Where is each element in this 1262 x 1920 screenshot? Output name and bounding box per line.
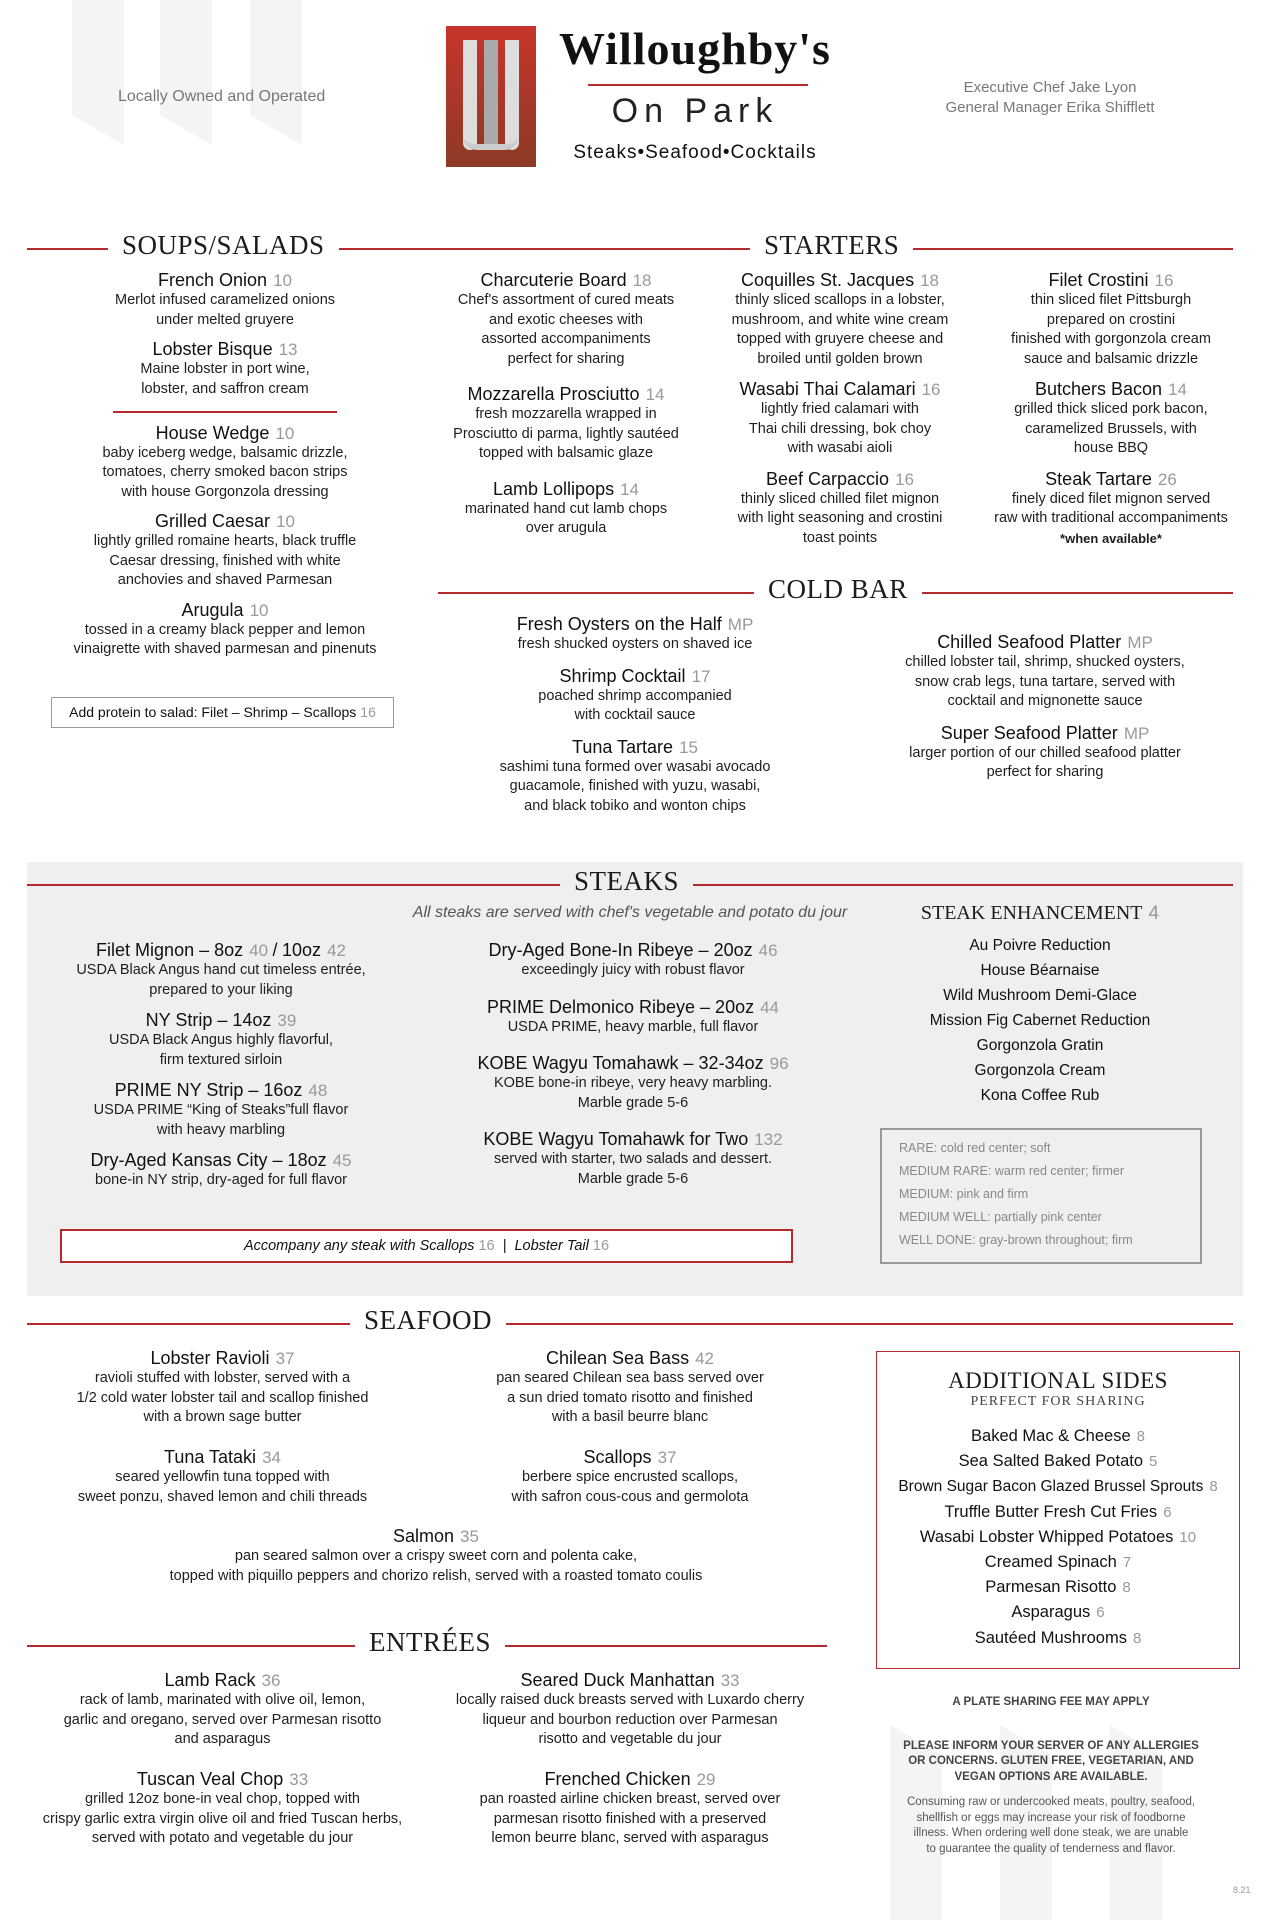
- disclaimer: Consuming raw or undercooked meats, poultry, seafood,: [906, 1796, 1196, 1808]
- item-desc: broiled until golden brown: [757, 350, 923, 367]
- item-desc: with heavy marbling: [156, 1121, 286, 1138]
- side-name: Asparagus: [1011, 1603, 1091, 1622]
- side-item: [877, 1449, 1239, 1474]
- item-desc: thinly sliced scallops in a lobster,: [735, 292, 945, 308]
- item-name-alt: 10oz: [281, 940, 322, 960]
- item-desc: over arugula: [525, 520, 607, 536]
- item-desc: lemon beurre blanc, served with asparagus: [491, 1830, 769, 1846]
- menu-item: [40, 339, 410, 399]
- item-name: Chilean Sea Bass: [545, 1348, 690, 1368]
- item-desc: anchovies and shaved Parmesan: [117, 572, 333, 588]
- item-desc: topped with gruyere cheese and: [736, 331, 944, 347]
- menu-item: [40, 423, 410, 503]
- side-item: [877, 1474, 1239, 1499]
- item-desc: risotto and vegetable du jour: [538, 1731, 722, 1747]
- logo-base: [463, 134, 519, 150]
- accompany-scallops-price: 16: [478, 1238, 495, 1254]
- chef-credit: [900, 78, 1200, 118]
- allergy-note: VEGAN OPTIONS ARE AVAILABLE.: [954, 1770, 1148, 1783]
- side-item: [877, 1575, 1239, 1600]
- side-name: Baked Mac & Cheese: [971, 1427, 1131, 1445]
- footer-notices: [886, 1695, 1216, 1857]
- item-desc: Prosciutto di parma, lightly sautéed: [453, 425, 679, 442]
- item-desc: marinated hand cut lamb chops: [464, 500, 668, 517]
- menu-item: [45, 1447, 400, 1507]
- decorative-stripe: [160, 0, 212, 145]
- item-desc: thin sliced filet Pittsburgh: [1030, 292, 1192, 308]
- menu-item: [470, 614, 800, 655]
- menu-item: [455, 1447, 805, 1507]
- item-desc: snow crab legs, tuna tartare, served with: [914, 673, 1176, 690]
- menu-item: [55, 1010, 387, 1070]
- item-name: Mozzarella Prosciutto: [467, 384, 640, 404]
- item-price: 132: [754, 1130, 783, 1149]
- price-separator: /: [272, 940, 278, 960]
- item-name: Salmon: [393, 1526, 455, 1546]
- side-name: Parmesan Risotto: [985, 1578, 1117, 1597]
- item-price: MP: [727, 615, 754, 634]
- item-desc: with safron cous-cous and germolota: [511, 1488, 749, 1505]
- side-item: [877, 1500, 1239, 1525]
- item-price: 14: [1168, 380, 1187, 399]
- item-desc: tomatoes, cherry smoked bacon strips: [102, 464, 348, 480]
- item-desc: perfect for sharing: [986, 764, 1104, 780]
- menu-item: [452, 997, 814, 1038]
- menu-item: [40, 270, 410, 330]
- menu-item: [40, 511, 410, 591]
- side-name: Creamed Spinach: [984, 1553, 1117, 1572]
- item-desc: Thai chili dressing, bok choy: [748, 420, 932, 437]
- enhancement-item: Gorgonzola Gratin: [976, 1037, 1104, 1054]
- item-desc: Chef's assortment of cured meats: [457, 292, 675, 308]
- item-price: 10: [249, 600, 269, 620]
- side-name: Sautéed Mushrooms: [974, 1628, 1127, 1647]
- accompany-lobster-price: 16: [592, 1238, 610, 1254]
- item-desc: mushroom, and white wine cream: [731, 311, 949, 328]
- item-price: 48: [308, 1081, 328, 1100]
- enhancement-title: STEAK ENHANCEMENT: [920, 902, 1143, 924]
- item-desc: USDA PRIME “King of Steaks”full flavor: [93, 1102, 349, 1118]
- item-name: PRIME NY Strip – 16oz: [114, 1080, 303, 1100]
- item-desc: caramelized Brussels, with: [1025, 420, 1197, 437]
- item-desc: ravioli stuffed with lobster, served with a: [94, 1370, 351, 1386]
- item-desc: with a brown sage butter: [143, 1409, 302, 1425]
- item-desc: assorted accompaniments: [481, 331, 651, 347]
- doneness-item: MEDIUM WELL: partially pink center: [899, 1210, 1102, 1224]
- item-desc: with wasabi aioli: [787, 440, 893, 456]
- accompany-label: Accompany any steak with Scallops: [243, 1238, 475, 1254]
- item-price: 34: [262, 1448, 281, 1467]
- menu-item: [40, 600, 410, 660]
- section-title-starters: STARTERS: [750, 230, 913, 261]
- item-desc: lightly grilled romaine hearts, black truffle: [93, 533, 357, 549]
- menu-item: [440, 1670, 820, 1750]
- item-price: 39: [277, 1011, 297, 1030]
- item-name: Tuna Tartare: [572, 736, 674, 757]
- sides-subtitle: PERFECT FOR SHARING: [970, 1394, 1146, 1409]
- item-price: 29: [696, 1770, 716, 1789]
- item-desc: with a basil beurre blanc: [551, 1409, 709, 1425]
- item-desc: thinly sliced chilled filet mignon: [740, 490, 940, 507]
- item-price: 35: [460, 1527, 479, 1546]
- decorative-stripe: [250, 0, 302, 145]
- menu-item: [452, 1129, 814, 1189]
- item-price: 17: [691, 666, 711, 686]
- divider: [27, 1323, 1233, 1325]
- item-desc: Merlot infused caramelized onions: [114, 292, 336, 308]
- menu-item: [452, 1053, 814, 1113]
- enhancement-item: Gorgonzola Cream: [974, 1062, 1106, 1079]
- item-desc: served with starter, two salads and dessert.: [493, 1151, 773, 1167]
- item-name: Super Seafood Platter: [940, 722, 1118, 743]
- item-price: 14: [645, 385, 665, 404]
- item-desc: berbere spice encrusted scallops,: [521, 1469, 738, 1485]
- item-desc: pan seared salmon over a crispy sweet corn and polenta cake,: [234, 1548, 638, 1564]
- menu-item: [455, 1348, 805, 1428]
- side-item: [877, 1600, 1239, 1625]
- item-name: Seared Duck Manhattan: [520, 1670, 715, 1690]
- menu-item: [55, 1080, 387, 1140]
- item-desc: liqueur and bourbon reduction over Parmesan: [482, 1711, 778, 1728]
- accompany-lobster: Lobster Tail: [514, 1238, 589, 1254]
- cold-bar-left: [470, 614, 800, 816]
- item-desc: pan seared Chilean sea bass served over: [496, 1370, 764, 1386]
- item-desc: under melted gruyere: [156, 311, 294, 328]
- steaks-subtitle: All steaks are served with chef's vegetable and potato du jour: [412, 904, 848, 921]
- doneness-item: RARE: cold red center; soft: [899, 1141, 1051, 1155]
- doneness-guide: [880, 1128, 1202, 1264]
- side-price: 10: [1179, 1528, 1197, 1546]
- menu-item: [452, 940, 814, 981]
- starters-col-2: [712, 270, 968, 548]
- menu-version-code: 8.21: [1233, 1885, 1251, 1895]
- item-name: Tuscan Veal Chop: [136, 1769, 284, 1789]
- item-desc: topped with balsamic glaze: [478, 445, 654, 461]
- item-desc: pan roasted airline chicken breast, served over: [479, 1791, 781, 1807]
- enhancement-item: Mission Fig Cabernet Reduction: [929, 1012, 1151, 1029]
- item-name: KOBE Wagyu Tomahawk – 32-34oz: [477, 1053, 764, 1073]
- item-price: 16: [895, 469, 914, 489]
- item-name: Coquilles St. Jacques: [740, 270, 915, 290]
- item-desc: Marble grade 5-6: [577, 1094, 689, 1111]
- side-price: 6: [1163, 1503, 1172, 1521]
- menu-item: [470, 737, 800, 817]
- item-price: 44: [760, 997, 780, 1017]
- item-desc: fresh mozzarella wrapped in: [475, 406, 657, 422]
- item-desc: with light seasoning and crostini: [737, 510, 943, 526]
- accompany-box: [60, 1229, 793, 1263]
- item-name: Filet Mignon – 8oz: [96, 940, 244, 960]
- item-desc: prepared on crostini: [1046, 311, 1176, 328]
- menu-item: [428, 270, 704, 369]
- steaks-right: [452, 940, 814, 1189]
- side-item: [877, 1424, 1239, 1449]
- item-price: 33: [720, 1671, 740, 1690]
- item-name: KOBE Wagyu Tomahawk for Two: [483, 1129, 749, 1149]
- item-desc: Marble grade 5-6: [577, 1170, 689, 1187]
- item-price: MP: [1123, 723, 1150, 743]
- item-price: 18: [920, 271, 939, 290]
- item-desc: KOBE bone-in ribeye, very heavy marbling.: [493, 1075, 773, 1091]
- item-name: Shrimp Cocktail: [559, 665, 686, 686]
- allergy-note: PLEASE INFORM YOUR SERVER OF ANY ALLERGIES: [903, 1739, 1199, 1752]
- item-desc: baby iceberg wedge, balsamic drizzle,: [102, 444, 348, 461]
- sharing-fee-note: A PLATE SHARING FEE MAY APPLY: [952, 1696, 1150, 1708]
- item-desc: firm textured sirloin: [159, 1051, 283, 1068]
- divider: [113, 411, 337, 413]
- doneness-item: MEDIUM RARE: warm red center; firmer: [899, 1164, 1125, 1178]
- item-name: Lamb Lollipops: [493, 478, 615, 499]
- menu-item: [100, 1526, 772, 1586]
- menu-item: [55, 940, 387, 1000]
- item-name: Dry-Aged Bone-In Ribeye – 20oz: [488, 940, 753, 960]
- item-desc: 1/2 cold water lobster tail and scallop finished: [76, 1389, 369, 1406]
- decorative-stripe: [72, 0, 124, 145]
- item-name: Steak Tartare: [1045, 468, 1152, 489]
- menu-item: [35, 1769, 410, 1849]
- disclaimer: to guarantee the quality of tenderness and flavor.: [926, 1842, 1176, 1855]
- item-name: Beef Carpaccio: [766, 468, 890, 489]
- item-name: Arugula: [181, 599, 244, 620]
- item-desc: sweet ponzu, shaved lemon and chili threads: [77, 1488, 368, 1505]
- item-price: 42: [695, 1349, 714, 1368]
- brand-underline: [588, 84, 808, 86]
- when-available-note: *when available*: [1060, 530, 1162, 546]
- side-name: Wasabi Lobster Whipped Potatoes: [919, 1527, 1174, 1546]
- item-name: Filet Crostini: [1048, 270, 1149, 290]
- item-desc: vinaigrette with shaved parmesan and pinenuts: [73, 641, 377, 657]
- side-price: 8: [1132, 1629, 1142, 1647]
- item-name: PRIME Delmonico Ribeye – 20oz: [486, 996, 755, 1017]
- item-name: Lamb Rack: [164, 1670, 256, 1690]
- item-desc: prepared to your liking: [149, 981, 293, 998]
- item-price: 16: [1154, 271, 1174, 290]
- item-desc: finished with gorgonzola cream: [1011, 331, 1211, 347]
- item-price: 14: [620, 479, 639, 499]
- item-price: 10: [276, 512, 295, 531]
- item-desc: larger portion of our chilled seafood platter: [909, 744, 1181, 761]
- starters-col-1: [428, 270, 704, 539]
- item-desc: perfect for sharing: [507, 350, 625, 367]
- item-desc: raw with traditional accompaniments: [994, 510, 1228, 526]
- item-desc: finely diced filet mignon served: [1011, 490, 1211, 507]
- protein-note: Add protein to salad: Filet – Shrimp – Scallops: [69, 704, 357, 720]
- item-name: Butchers Bacon: [1035, 379, 1163, 399]
- item-desc: USDA Black Angus highly flavorful,: [108, 1032, 334, 1048]
- item-name: Wasabi Thai Calamari: [739, 379, 916, 399]
- item-name: Fresh Oysters on the Half: [516, 614, 722, 634]
- additional-sides-box: [876, 1351, 1240, 1669]
- item-price: 96: [769, 1054, 789, 1073]
- item-price: 42: [327, 941, 346, 960]
- item-price: 36: [261, 1671, 281, 1690]
- item-desc: and exotic cheeses with: [489, 311, 643, 328]
- item-desc: tossed in a creamy black pepper and lemon: [84, 621, 366, 638]
- brand-tagline: Steaks•Seafood•Cocktails: [573, 142, 817, 163]
- item-desc: sashimi tuna formed over wasabi avocado: [499, 758, 771, 775]
- item-desc: and black tobiko and wonton chips: [524, 797, 746, 814]
- protein-note-box: [51, 697, 394, 728]
- item-desc: parmesan risotto finished with a preserved: [493, 1810, 767, 1827]
- item-desc: and asparagus: [174, 1731, 271, 1747]
- menu-item: [455, 1769, 805, 1849]
- item-name: French Onion: [158, 270, 268, 290]
- soups-salads-list: [40, 270, 410, 660]
- enhancement-item: Au Poivre Reduction: [969, 937, 1111, 954]
- item-desc: poached shrimp accompanied: [538, 687, 732, 704]
- item-desc: locally raised duck breasts served with Luxardo cherry: [455, 1692, 805, 1708]
- menu-item: [980, 379, 1242, 459]
- item-desc: a sun dried tomato risotto and finished: [507, 1389, 753, 1406]
- cold-bar-right: [880, 632, 1210, 783]
- item-desc: topped with piquillo peppers and chorizo relish, served with a roasted tomato coulis: [169, 1567, 703, 1584]
- item-name: Chilled Seafood Platter: [937, 632, 1122, 652]
- item-desc: Caesar dressing, finished with white: [109, 552, 341, 569]
- item-price: 26: [1157, 469, 1177, 489]
- menu-item: [45, 1348, 400, 1428]
- enhancement-item: Kona Coffee Rub: [980, 1087, 1100, 1104]
- item-desc: sauce and balsamic drizzle: [1023, 350, 1199, 367]
- executive-chef: Executive Chef Jake Lyon: [963, 79, 1137, 96]
- menu-item: [880, 723, 1210, 783]
- item-desc: Maine lobster in port wine,: [140, 361, 310, 377]
- menu-item: [45, 1670, 400, 1750]
- side-name: Truffle Butter Fresh Cut Fries: [944, 1502, 1158, 1521]
- allergy-note: OR CONCERNS. GLUTEN FREE, VEGETARIAN, AND: [908, 1755, 1194, 1767]
- enhancement-price: 4: [1148, 903, 1160, 924]
- header-left-note: Locally Owned and Operated: [118, 88, 326, 105]
- enhancement-item: House Béarnaise: [980, 962, 1100, 979]
- brand-name: Willoughby's: [559, 23, 831, 74]
- menu-item: [712, 270, 968, 369]
- item-desc: exceedingly juicy with robust flavor: [521, 962, 745, 978]
- item-price: 33: [289, 1770, 309, 1789]
- item-desc: lobster, and saffron cream: [141, 380, 309, 397]
- item-desc: USDA Black Angus hand cut timeless entrée,: [76, 962, 366, 978]
- item-price: 10: [275, 423, 295, 443]
- item-desc: bone-in NY strip, dry-aged for full flavor: [95, 1172, 347, 1188]
- item-price: 16: [921, 380, 941, 399]
- menu-item: [712, 379, 968, 459]
- enhancement-title-row: [890, 902, 1190, 925]
- side-name: Sea Salted Baked Potato: [958, 1452, 1144, 1471]
- side-price: 7: [1122, 1554, 1132, 1572]
- starters-col-3: [980, 270, 1242, 548]
- section-title-steaks: STEAKS: [560, 866, 693, 897]
- item-desc: garlic and oregano, served over Parmesan risotto: [63, 1711, 382, 1728]
- menu-item: [880, 632, 1210, 712]
- section-title-soups-salads: SOUPS/SALADS: [108, 230, 339, 261]
- enhancement-item: Wild Mushroom Demi-Glace: [943, 987, 1137, 1004]
- item-desc: USDA PRIME, heavy marble, full flavor: [507, 1018, 759, 1035]
- protein-price: 16: [360, 704, 376, 720]
- item-desc: rack of lamb, marinated with olive oil, lemon,: [79, 1692, 366, 1708]
- menu-item: [470, 666, 800, 726]
- item-desc: with house Gorgonzola dressing: [121, 483, 329, 500]
- section-title-seafood: SEAFOOD: [350, 1305, 506, 1336]
- side-price: 8: [1122, 1579, 1131, 1597]
- sides-title: ADDITIONAL SIDES: [948, 1368, 1168, 1393]
- steak-enhancement: [890, 902, 1190, 1108]
- item-name: Grilled Caesar: [155, 511, 271, 531]
- item-name: NY Strip – 14oz: [145, 1010, 272, 1030]
- side-name: Brown Sugar Bacon Glazed Brussel Sprouts: [898, 1478, 1204, 1496]
- item-name: Frenched Chicken: [544, 1769, 691, 1789]
- logo: [446, 26, 536, 167]
- menu-item: [980, 270, 1242, 369]
- side-price: 6: [1096, 1604, 1105, 1622]
- side-item: [877, 1525, 1239, 1550]
- item-desc: with cocktail sauce: [574, 707, 696, 723]
- item-price: 45: [332, 1151, 352, 1170]
- menu-item: [428, 384, 704, 464]
- item-desc: guacamole, finished with yuzu, wasabi,: [509, 778, 761, 794]
- item-price: 37: [275, 1349, 295, 1368]
- item-desc: lightly fried calamari with: [761, 401, 919, 417]
- item-price: MP: [1127, 633, 1153, 652]
- brand-subtitle: On Park: [611, 92, 779, 130]
- item-desc: seared yellowfin tuna topped with: [115, 1469, 330, 1485]
- doneness-item: WELL DONE: gray-brown throughout; firm: [899, 1233, 1133, 1247]
- side-price: 8: [1209, 1478, 1218, 1496]
- steaks-left: [55, 940, 387, 1191]
- item-price: 46: [758, 941, 778, 960]
- item-desc: house BBQ: [1073, 440, 1149, 456]
- item-desc: grilled 12oz bone-in veal chop, topped with: [85, 1791, 360, 1807]
- item-desc: crispy garlic extra virgin olive oil and fried Tuscan herbs,: [42, 1810, 403, 1827]
- menu-item: [712, 469, 968, 549]
- item-name: House Wedge: [155, 422, 270, 443]
- item-desc: cocktail and mignonette sauce: [947, 693, 1143, 709]
- section-title-entrees: ENTRÉES: [355, 1627, 505, 1658]
- item-name: Tuna Tataki: [164, 1447, 257, 1467]
- item-price: 10: [273, 271, 292, 290]
- item-name: Charcuterie Board: [480, 270, 627, 290]
- item-name: Scallops: [583, 1447, 652, 1467]
- item-desc: fresh shucked oysters on shaved ice: [517, 636, 753, 652]
- item-desc: grilled thick sliced pork bacon,: [1014, 401, 1208, 417]
- item-desc: toast points: [802, 529, 878, 546]
- accompany-separator: |: [502, 1238, 507, 1254]
- section-title-cold-bar: COLD BAR: [754, 574, 922, 605]
- menu-item: [428, 479, 704, 539]
- general-manager: General Manager Erika Shifflett: [945, 99, 1155, 116]
- item-name: Lobster Bisque: [152, 339, 273, 359]
- item-name: Dry-Aged Kansas City – 18oz: [90, 1150, 327, 1170]
- side-price: 8: [1136, 1428, 1145, 1445]
- item-price: 18: [632, 271, 652, 290]
- side-price: 5: [1149, 1453, 1158, 1471]
- side-item: [877, 1550, 1239, 1575]
- doneness-item: MEDIUM: pink and firm: [899, 1187, 1029, 1201]
- disclaimer: illness. When ordering well done steak, we are unable: [913, 1827, 1189, 1839]
- side-item: [877, 1626, 1239, 1651]
- item-desc: served with potato and vegetable du jour: [91, 1830, 354, 1846]
- menu-item: [980, 469, 1242, 549]
- disclaimer: shellfish or eggs may increase your risk of foodborne: [916, 1811, 1186, 1824]
- item-price: 13: [278, 340, 298, 359]
- menu-item: [55, 1150, 387, 1191]
- item-desc: chilled lobster tail, shrimp, shucked oysters,: [905, 654, 1185, 670]
- item-price: 40: [249, 941, 269, 960]
- item-name: Lobster Ravioli: [150, 1348, 270, 1368]
- item-price: 15: [679, 737, 698, 757]
- item-price: 37: [657, 1448, 677, 1467]
